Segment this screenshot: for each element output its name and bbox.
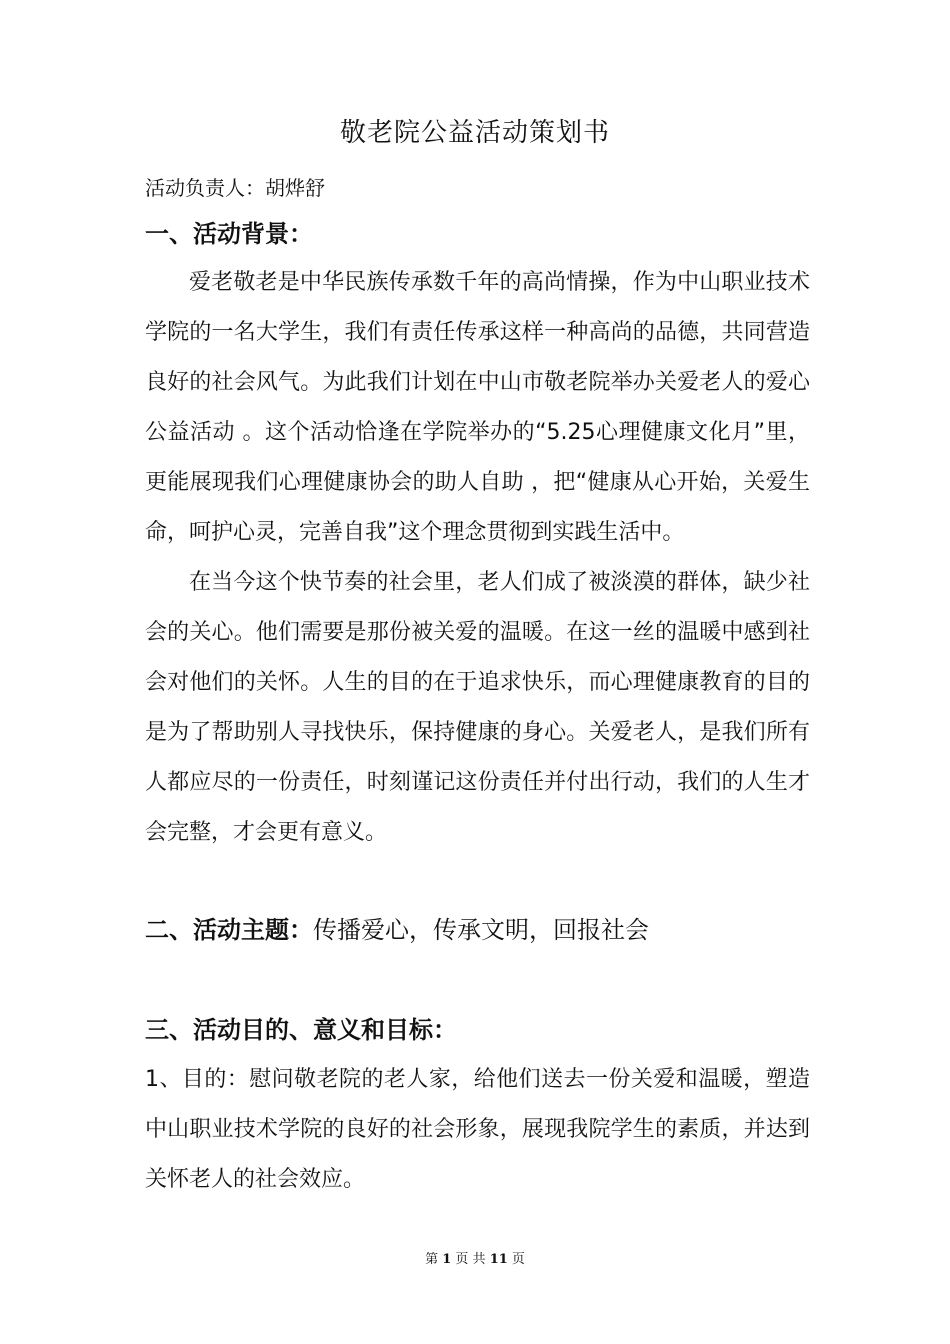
footer-prefix: 第 [425, 1252, 439, 1267]
footer-current-page: 1 [442, 1252, 452, 1267]
footer-middle: 页 共 [455, 1252, 486, 1267]
section3-heading: 三、活动目的、意义和目标： [145, 1016, 457, 1044]
page-footer [0, 1248, 950, 1267]
section1-paragraph-1: 爱老敬老是中华民族传承数千年的高尚情操，作为中山职业技术学院的一名大学生，我们有责任传承这样一种高尚的品德，共同营造良好的社会风气。为此我们计划在中山市敬老院举办关爱老人的爱心公益活动 。这个活动恰逢在学院举办的“5.25心理健康文化月”里，更能展现我们心理健康协会的助人自助 ，把“健康从心开始，关爱生命，呵护心灵，完善自我”这个理念贯彻到实践生活中。 [145, 270, 810, 545]
section1-heading: 一、活动背景： [145, 220, 313, 248]
footer-suffix: 页 [511, 1252, 525, 1267]
section2-heading [145, 910, 649, 945]
document-title: 敬老院公益活动策划书 [339, 118, 610, 148]
section2-heading-label: 二、活动主题： [145, 916, 313, 944]
section3-item-1: 1、目的：慰问敬老院的老人家，给他们送去一份关爱和温暖，塑造中山职业技术学院的良好的社会形象，展现我院学生的素质，并达到关怀老人的社会效应。 [145, 1067, 810, 1192]
section1-paragraph-2: 在当今这个快节奏的社会里，老人们成了被淡漠的群体，缺少社会的关心。他们需要是那份被关爱的温暖。在这一丝的温暖中感到社会对他们的关怀。人生的目的在于追求快乐，而心理健康教育的目的是为了帮助别人寻找快乐，保持健康的身心。关爱老人，是我们所有人都应尽的一份责任，时刻谨记这份责任并付出行动，我们的人生才会完整，才会更有意义。 [145, 570, 810, 845]
footer-total-pages: 11 [489, 1252, 508, 1267]
activity-theme: 传播爱心，传承文明，回报社会 [313, 916, 649, 944]
responsible-person: 活动负责人：胡烨舒 [145, 176, 325, 200]
